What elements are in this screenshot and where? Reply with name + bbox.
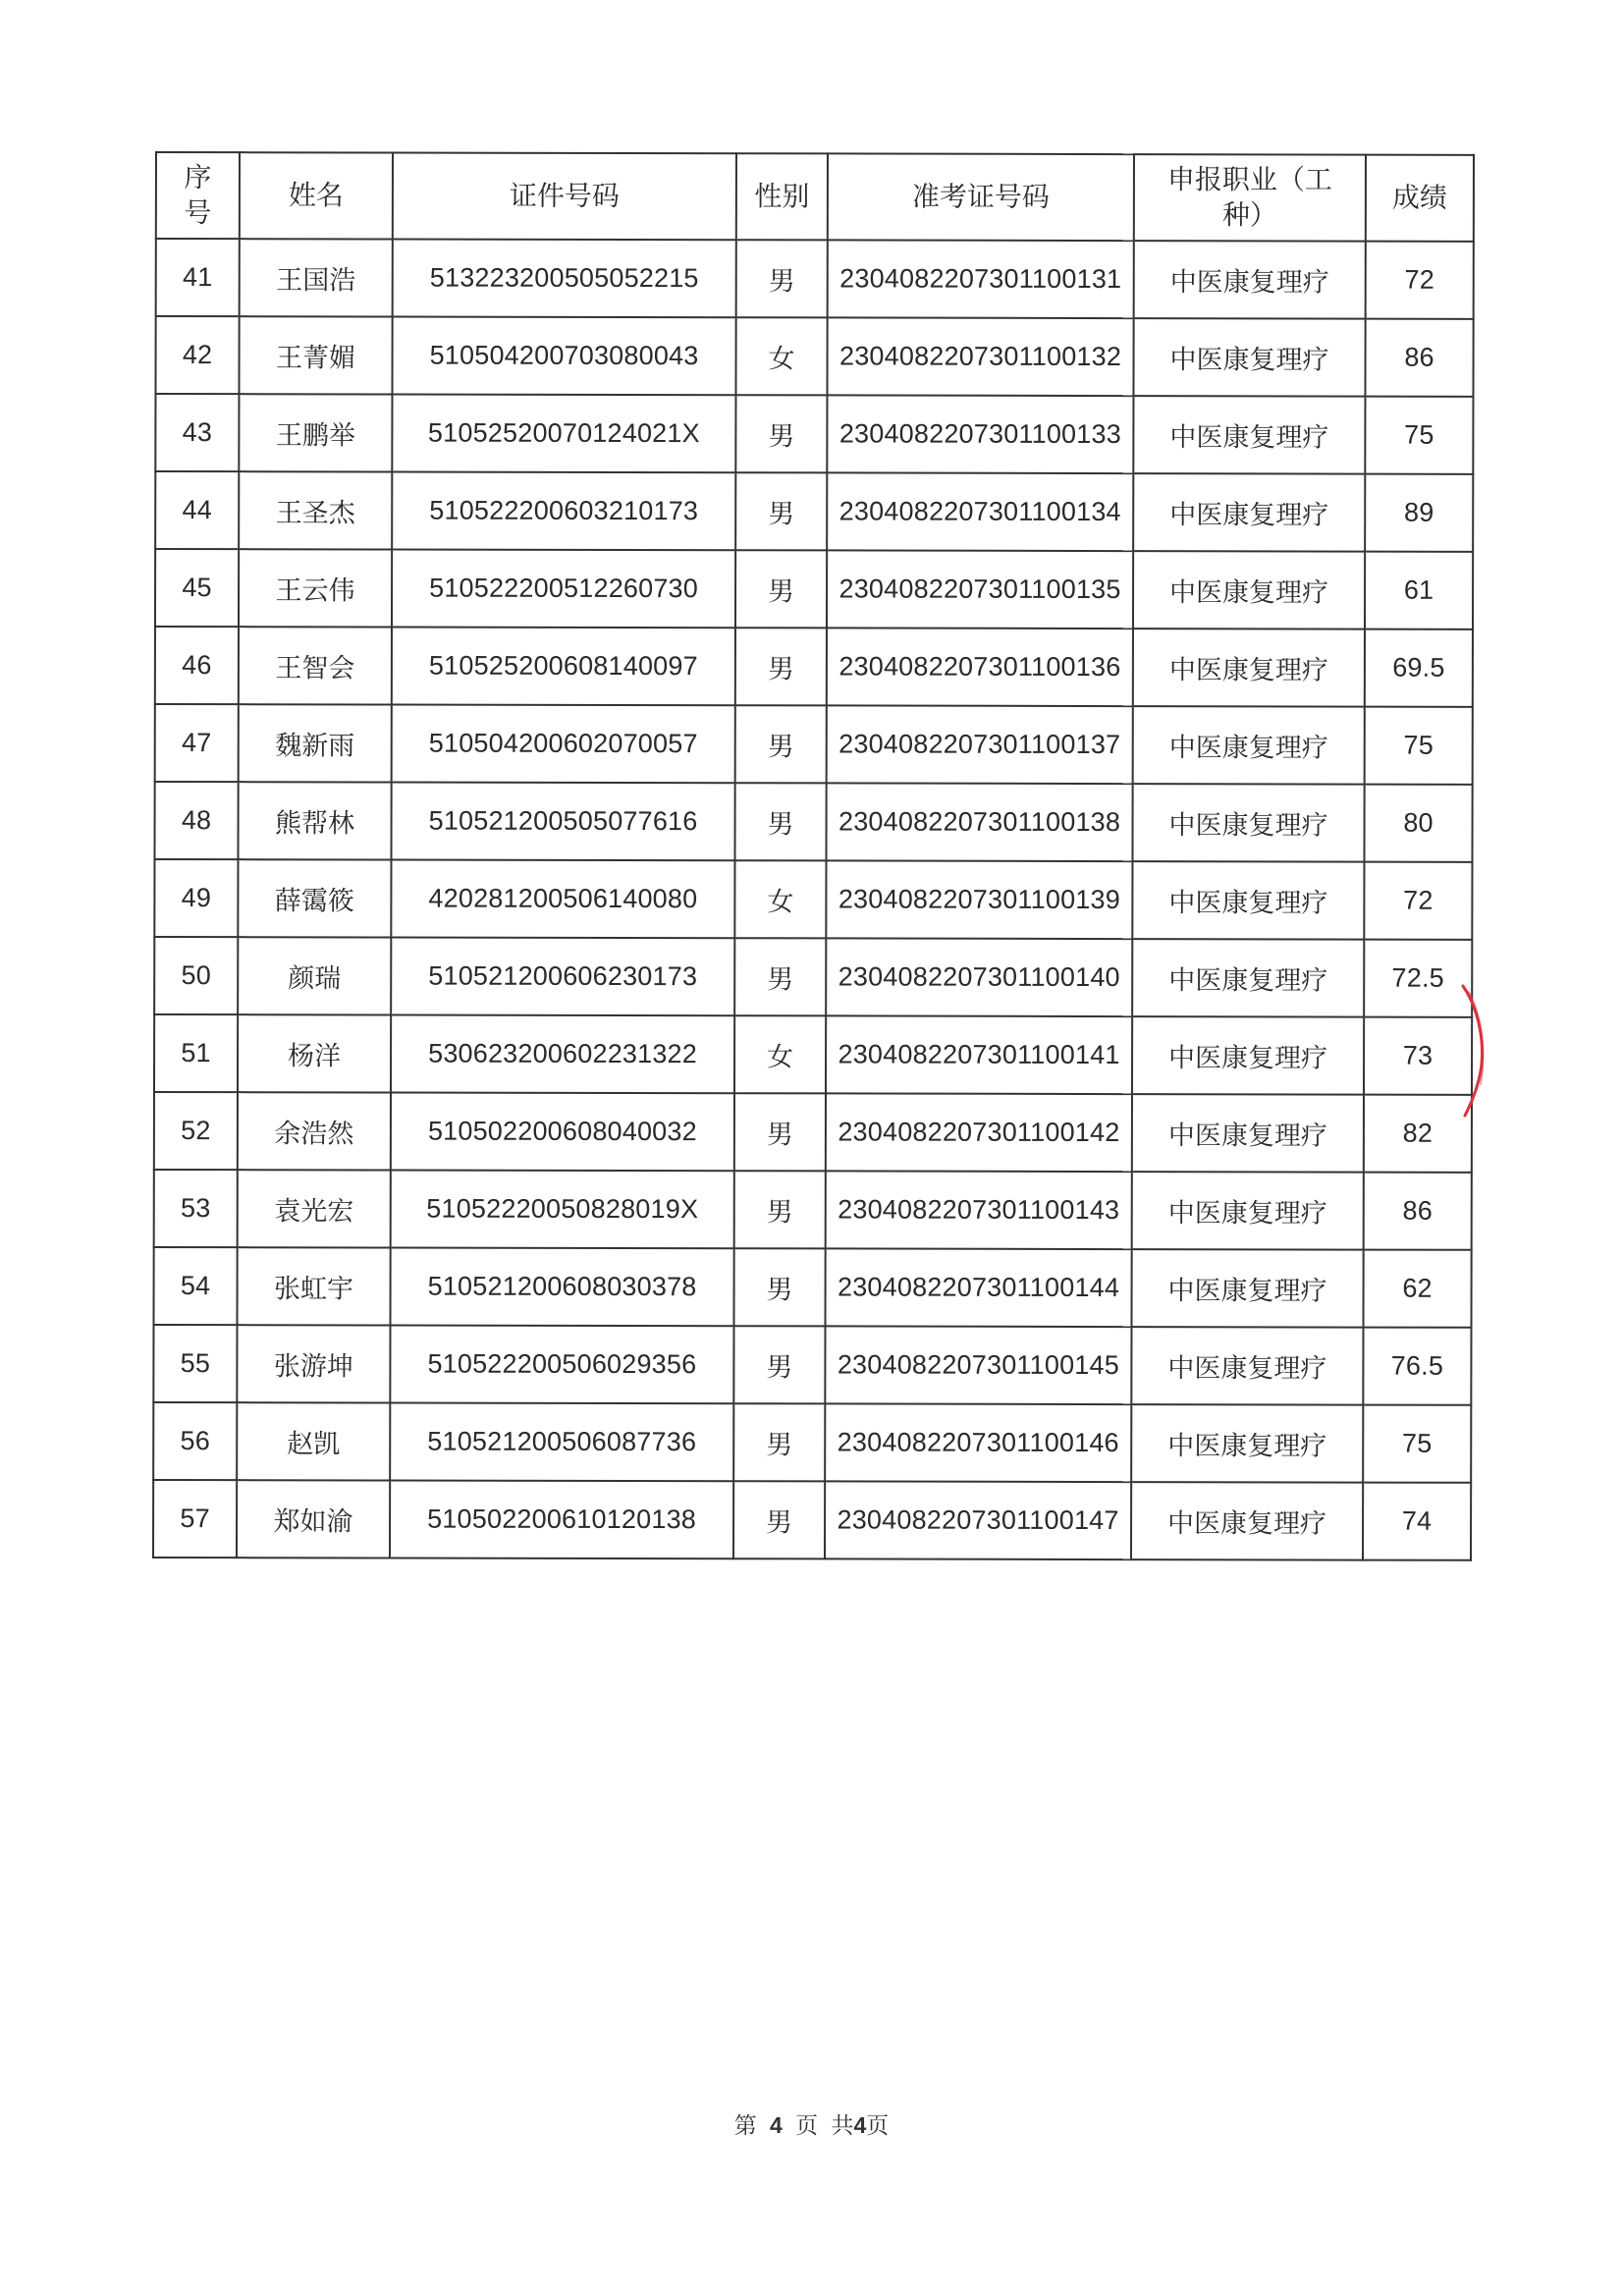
cell-name: 王云伟 bbox=[239, 549, 392, 627]
table-row bbox=[154, 1092, 1472, 1173]
cell-id-number: 510525200608140097 bbox=[392, 628, 735, 706]
cell-occupation: 中医康复理疗 bbox=[1132, 1094, 1364, 1172]
cell-score: 69.5 bbox=[1365, 629, 1473, 707]
cell-name: 王圣杰 bbox=[239, 471, 392, 549]
cell-occupation: 中医康复理疗 bbox=[1133, 706, 1365, 784]
footer-prefix: 第 bbox=[733, 2113, 757, 2139]
cell-score: 75 bbox=[1365, 397, 1473, 474]
cell-gender: 男 bbox=[734, 1171, 826, 1248]
cell-exam-number: 2304082207301100135 bbox=[827, 550, 1133, 629]
table-row bbox=[153, 1247, 1471, 1328]
cell-name: 熊帮林 bbox=[238, 782, 391, 859]
cell-id-number: 51052220050828019X bbox=[391, 1171, 734, 1249]
cell-gender: 男 bbox=[735, 472, 827, 550]
cell-id-number: 530623200602231322 bbox=[391, 1015, 734, 1094]
cell-score: 61 bbox=[1365, 552, 1473, 629]
table-row bbox=[155, 627, 1473, 707]
cell-exam-number: 2304082207301100142 bbox=[826, 1093, 1132, 1172]
cell-score: 86 bbox=[1365, 319, 1473, 397]
cell-id-number: 513223200505052215 bbox=[393, 240, 736, 318]
cell-exam-number: 2304082207301100144 bbox=[825, 1248, 1131, 1327]
cell-score: 89 bbox=[1365, 474, 1473, 552]
cell-exam-number: 2304082207301100146 bbox=[825, 1403, 1131, 1482]
roster-table-body bbox=[153, 239, 1474, 1560]
footer-total-suffix: 页 bbox=[866, 2113, 890, 2139]
footer-total-prefix: 共 bbox=[831, 2113, 854, 2139]
cell-name: 王鹏举 bbox=[239, 394, 392, 471]
cell-seq: 49 bbox=[154, 859, 238, 937]
cell-name: 张虹宇 bbox=[237, 1247, 390, 1325]
table-row bbox=[153, 1480, 1471, 1560]
cell-name: 张游坤 bbox=[237, 1325, 390, 1402]
cell-occupation: 中医康复理疗 bbox=[1132, 1172, 1364, 1249]
cell-id-number: 510521200505077616 bbox=[391, 783, 734, 861]
cell-seq: 56 bbox=[153, 1402, 237, 1480]
cell-occupation: 中医康复理疗 bbox=[1133, 473, 1365, 551]
cell-gender: 男 bbox=[736, 240, 828, 317]
cell-id-number: 510522200603210173 bbox=[392, 472, 735, 551]
cell-occupation: 中医康复理疗 bbox=[1133, 551, 1365, 629]
cell-occupation: 中医康复理疗 bbox=[1132, 939, 1364, 1016]
cell-id-number: 510521200608030378 bbox=[390, 1248, 733, 1327]
table-row bbox=[154, 859, 1472, 940]
cell-seq: 57 bbox=[153, 1480, 237, 1558]
cell-occupation: 中医康复理疗 bbox=[1133, 318, 1365, 396]
cell-id-number: 510504200602070057 bbox=[392, 705, 735, 784]
red-seal-edge-icon bbox=[1457, 982, 1496, 1120]
cell-occupation: 中医康复理疗 bbox=[1132, 1016, 1364, 1094]
cell-score: 75 bbox=[1365, 707, 1473, 785]
cell-gender: 男 bbox=[733, 1481, 825, 1558]
cell-gender: 男 bbox=[733, 1248, 825, 1326]
cell-seq: 47 bbox=[155, 704, 239, 782]
cell-id-number: 510521200506087736 bbox=[390, 1403, 733, 1482]
cell-gender: 男 bbox=[735, 550, 827, 628]
cell-name: 余浩然 bbox=[238, 1092, 391, 1170]
cell-id-number: 510522200512260730 bbox=[392, 550, 735, 629]
cell-occupation: 中医康复理疗 bbox=[1131, 1482, 1363, 1559]
cell-score: 82 bbox=[1364, 1095, 1472, 1173]
cell-score: 80 bbox=[1364, 785, 1472, 862]
table-row bbox=[154, 1170, 1472, 1250]
cell-seq: 51 bbox=[154, 1014, 238, 1092]
header-id-number: 证件号码 bbox=[393, 153, 736, 241]
cell-exam-number: 2304082207301100141 bbox=[826, 1015, 1132, 1094]
cell-id-number: 510522200506029356 bbox=[390, 1326, 733, 1404]
cell-gender: 男 bbox=[735, 628, 827, 705]
header-gender: 性别 bbox=[736, 153, 828, 240]
cell-occupation: 中医康复理疗 bbox=[1133, 629, 1365, 706]
cell-score: 73 bbox=[1364, 1017, 1472, 1095]
cell-seq: 50 bbox=[154, 937, 238, 1014]
cell-seq: 54 bbox=[153, 1247, 237, 1325]
table-row bbox=[156, 239, 1474, 319]
cell-score: 86 bbox=[1364, 1173, 1472, 1250]
cell-seq: 42 bbox=[155, 316, 239, 394]
cell-name: 郑如渝 bbox=[237, 1480, 390, 1558]
cell-gender: 男 bbox=[735, 705, 827, 783]
cell-exam-number: 2304082207301100132 bbox=[827, 317, 1133, 396]
header-exam-number: 准考证号码 bbox=[828, 153, 1134, 241]
cell-seq: 43 bbox=[155, 394, 239, 471]
cell-id-number: 420281200506140080 bbox=[391, 860, 734, 939]
footer-total-pages: 4 bbox=[853, 2112, 867, 2138]
cell-seq: 53 bbox=[154, 1170, 238, 1247]
cell-occupation: 中医康复理疗 bbox=[1133, 396, 1365, 473]
cell-name: 王智会 bbox=[239, 627, 392, 704]
cell-gender: 男 bbox=[734, 783, 826, 860]
cell-id-number: 510502200608040032 bbox=[391, 1093, 734, 1172]
cell-gender: 男 bbox=[733, 1403, 825, 1481]
cell-occupation: 中医康复理疗 bbox=[1131, 1404, 1363, 1482]
footer-page-number: 4 bbox=[770, 2112, 783, 2138]
cell-exam-number: 2304082207301100140 bbox=[826, 938, 1132, 1016]
cell-score: 72.5 bbox=[1364, 940, 1472, 1017]
cell-name: 颜瑞 bbox=[238, 937, 391, 1014]
cell-score: 75 bbox=[1363, 1405, 1471, 1483]
cell-exam-number: 2304082207301100133 bbox=[827, 395, 1133, 473]
cell-name: 王国浩 bbox=[240, 239, 393, 316]
cell-gender: 女 bbox=[735, 317, 827, 395]
table-row bbox=[153, 1402, 1471, 1483]
roster-table-wrapper bbox=[152, 151, 1473, 1561]
cell-name: 王菁媚 bbox=[239, 316, 392, 394]
cell-gender: 男 bbox=[733, 1326, 825, 1403]
cell-seq: 52 bbox=[154, 1092, 238, 1170]
cell-gender: 男 bbox=[734, 1093, 826, 1171]
header-score: 成绩 bbox=[1366, 155, 1474, 242]
cell-occupation: 中医康复理疗 bbox=[1134, 241, 1366, 318]
cell-seq: 55 bbox=[153, 1325, 237, 1402]
table-row bbox=[153, 1325, 1471, 1405]
table-row bbox=[155, 394, 1473, 474]
cell-score: 72 bbox=[1364, 862, 1472, 940]
cell-occupation: 中医康复理疗 bbox=[1131, 1327, 1363, 1404]
cell-id-number: 510502200610120138 bbox=[390, 1481, 733, 1559]
cell-id-number: 51052520070124021X bbox=[392, 395, 735, 473]
cell-exam-number: 2304082207301100143 bbox=[826, 1171, 1132, 1249]
cell-occupation: 中医康复理疗 bbox=[1132, 784, 1364, 861]
cell-exam-number: 2304082207301100136 bbox=[827, 628, 1133, 706]
cell-name: 杨洋 bbox=[238, 1014, 391, 1092]
cell-occupation: 中医康复理疗 bbox=[1132, 861, 1364, 939]
cell-name: 薛霭筱 bbox=[238, 859, 391, 937]
cell-seq: 41 bbox=[156, 239, 240, 316]
header-seq: 序号 bbox=[156, 152, 240, 239]
table-row bbox=[155, 471, 1473, 552]
cell-name: 赵凯 bbox=[237, 1402, 390, 1480]
cell-score: 74 bbox=[1363, 1483, 1471, 1560]
cell-score: 62 bbox=[1363, 1250, 1471, 1328]
cell-exam-number: 2304082207301100147 bbox=[825, 1481, 1131, 1559]
cell-seq: 44 bbox=[155, 471, 239, 549]
roster-table bbox=[152, 151, 1475, 1561]
cell-gender: 女 bbox=[734, 860, 826, 938]
cell-score: 76.5 bbox=[1363, 1328, 1471, 1405]
cell-seq: 46 bbox=[155, 627, 239, 704]
cell-exam-number: 2304082207301100137 bbox=[827, 705, 1133, 784]
cell-gender: 男 bbox=[735, 395, 827, 472]
cell-occupation: 中医康复理疗 bbox=[1131, 1249, 1363, 1327]
header-name: 姓名 bbox=[240, 152, 393, 239]
table-header-row bbox=[156, 152, 1474, 242]
header-occupation: 申报职业（工种） bbox=[1134, 154, 1366, 241]
table-row bbox=[155, 316, 1473, 397]
cell-exam-number: 2304082207301100138 bbox=[826, 783, 1132, 861]
cell-name: 魏新雨 bbox=[239, 704, 392, 782]
table-row bbox=[154, 1014, 1472, 1095]
cell-name: 袁光宏 bbox=[238, 1170, 391, 1247]
cell-score: 72 bbox=[1366, 242, 1474, 319]
cell-id-number: 510504200703080043 bbox=[392, 317, 735, 396]
cell-exam-number: 2304082207301100131 bbox=[828, 240, 1134, 318]
page-footer bbox=[0, 2107, 1623, 2140]
cell-seq: 48 bbox=[154, 782, 238, 859]
cell-exam-number: 2304082207301100134 bbox=[827, 472, 1133, 551]
footer-page-suffix: 页 bbox=[795, 2113, 819, 2139]
cell-gender: 男 bbox=[734, 938, 826, 1015]
table-row bbox=[154, 937, 1472, 1017]
cell-gender: 女 bbox=[734, 1015, 826, 1093]
table-row bbox=[155, 704, 1473, 785]
table-row bbox=[154, 782, 1472, 862]
cell-exam-number: 2304082207301100139 bbox=[826, 860, 1132, 939]
table-row bbox=[155, 549, 1473, 629]
cell-seq: 45 bbox=[155, 549, 239, 627]
cell-exam-number: 2304082207301100145 bbox=[825, 1326, 1131, 1404]
cell-id-number: 510521200606230173 bbox=[391, 938, 734, 1016]
